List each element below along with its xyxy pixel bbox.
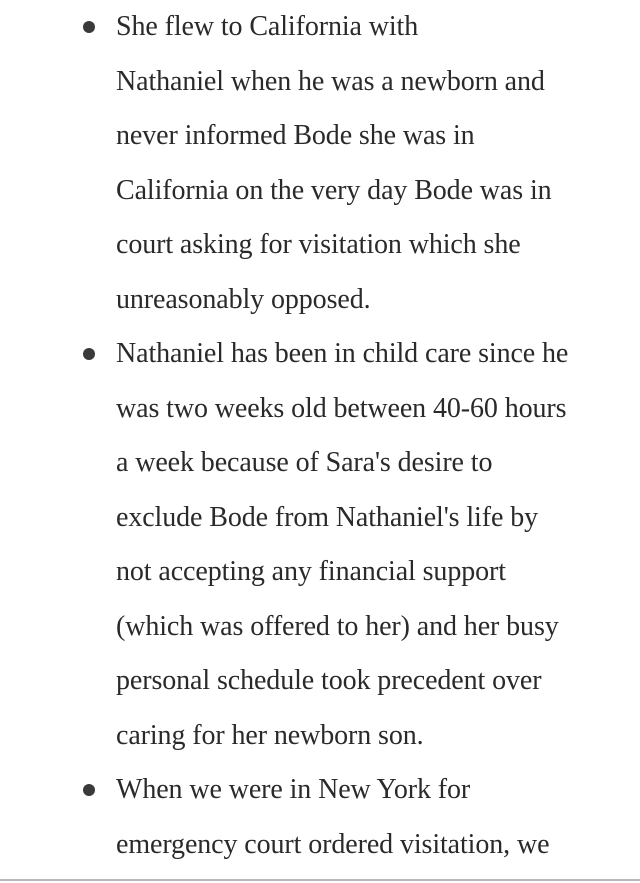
list-item (0, 0, 640, 327)
text-line: Nathaniel has been in child care since he (116, 338, 569, 369)
bullet-dot-icon (83, 348, 95, 360)
list-item (0, 327, 640, 763)
text-line: unreasonably opposed. (116, 283, 371, 315)
bullet-dot-icon (83, 21, 95, 33)
text-line: Nathaniel when he was a newborn and (116, 65, 545, 97)
text-line: a week because of Sara's desire to (116, 447, 493, 478)
text-line: personal schedule took precedent over (116, 665, 542, 696)
text-line: exclude Bode from Nathaniel's life by (116, 501, 538, 533)
bullet-dot-icon (83, 784, 95, 796)
text-line: California on the very day Bode was in (116, 174, 552, 206)
text-line: never informed Bode she was in (116, 120, 475, 151)
text-line: emergency court ordered visitation, we (116, 828, 550, 860)
text-line: When we were in New York for (116, 774, 471, 805)
text-line: was two weeks old between 40-60 hours (116, 392, 567, 424)
text-line: caring for her newborn son. (116, 719, 424, 751)
text-line: (which was offered to her) and her busy (116, 610, 559, 642)
text-line: not accepting any financial support (116, 556, 506, 587)
list-item (0, 763, 640, 872)
bottom-divider (0, 879, 640, 881)
text-line: She flew to California with (116, 11, 419, 42)
text-line: court asking for visitation which she (116, 229, 521, 260)
